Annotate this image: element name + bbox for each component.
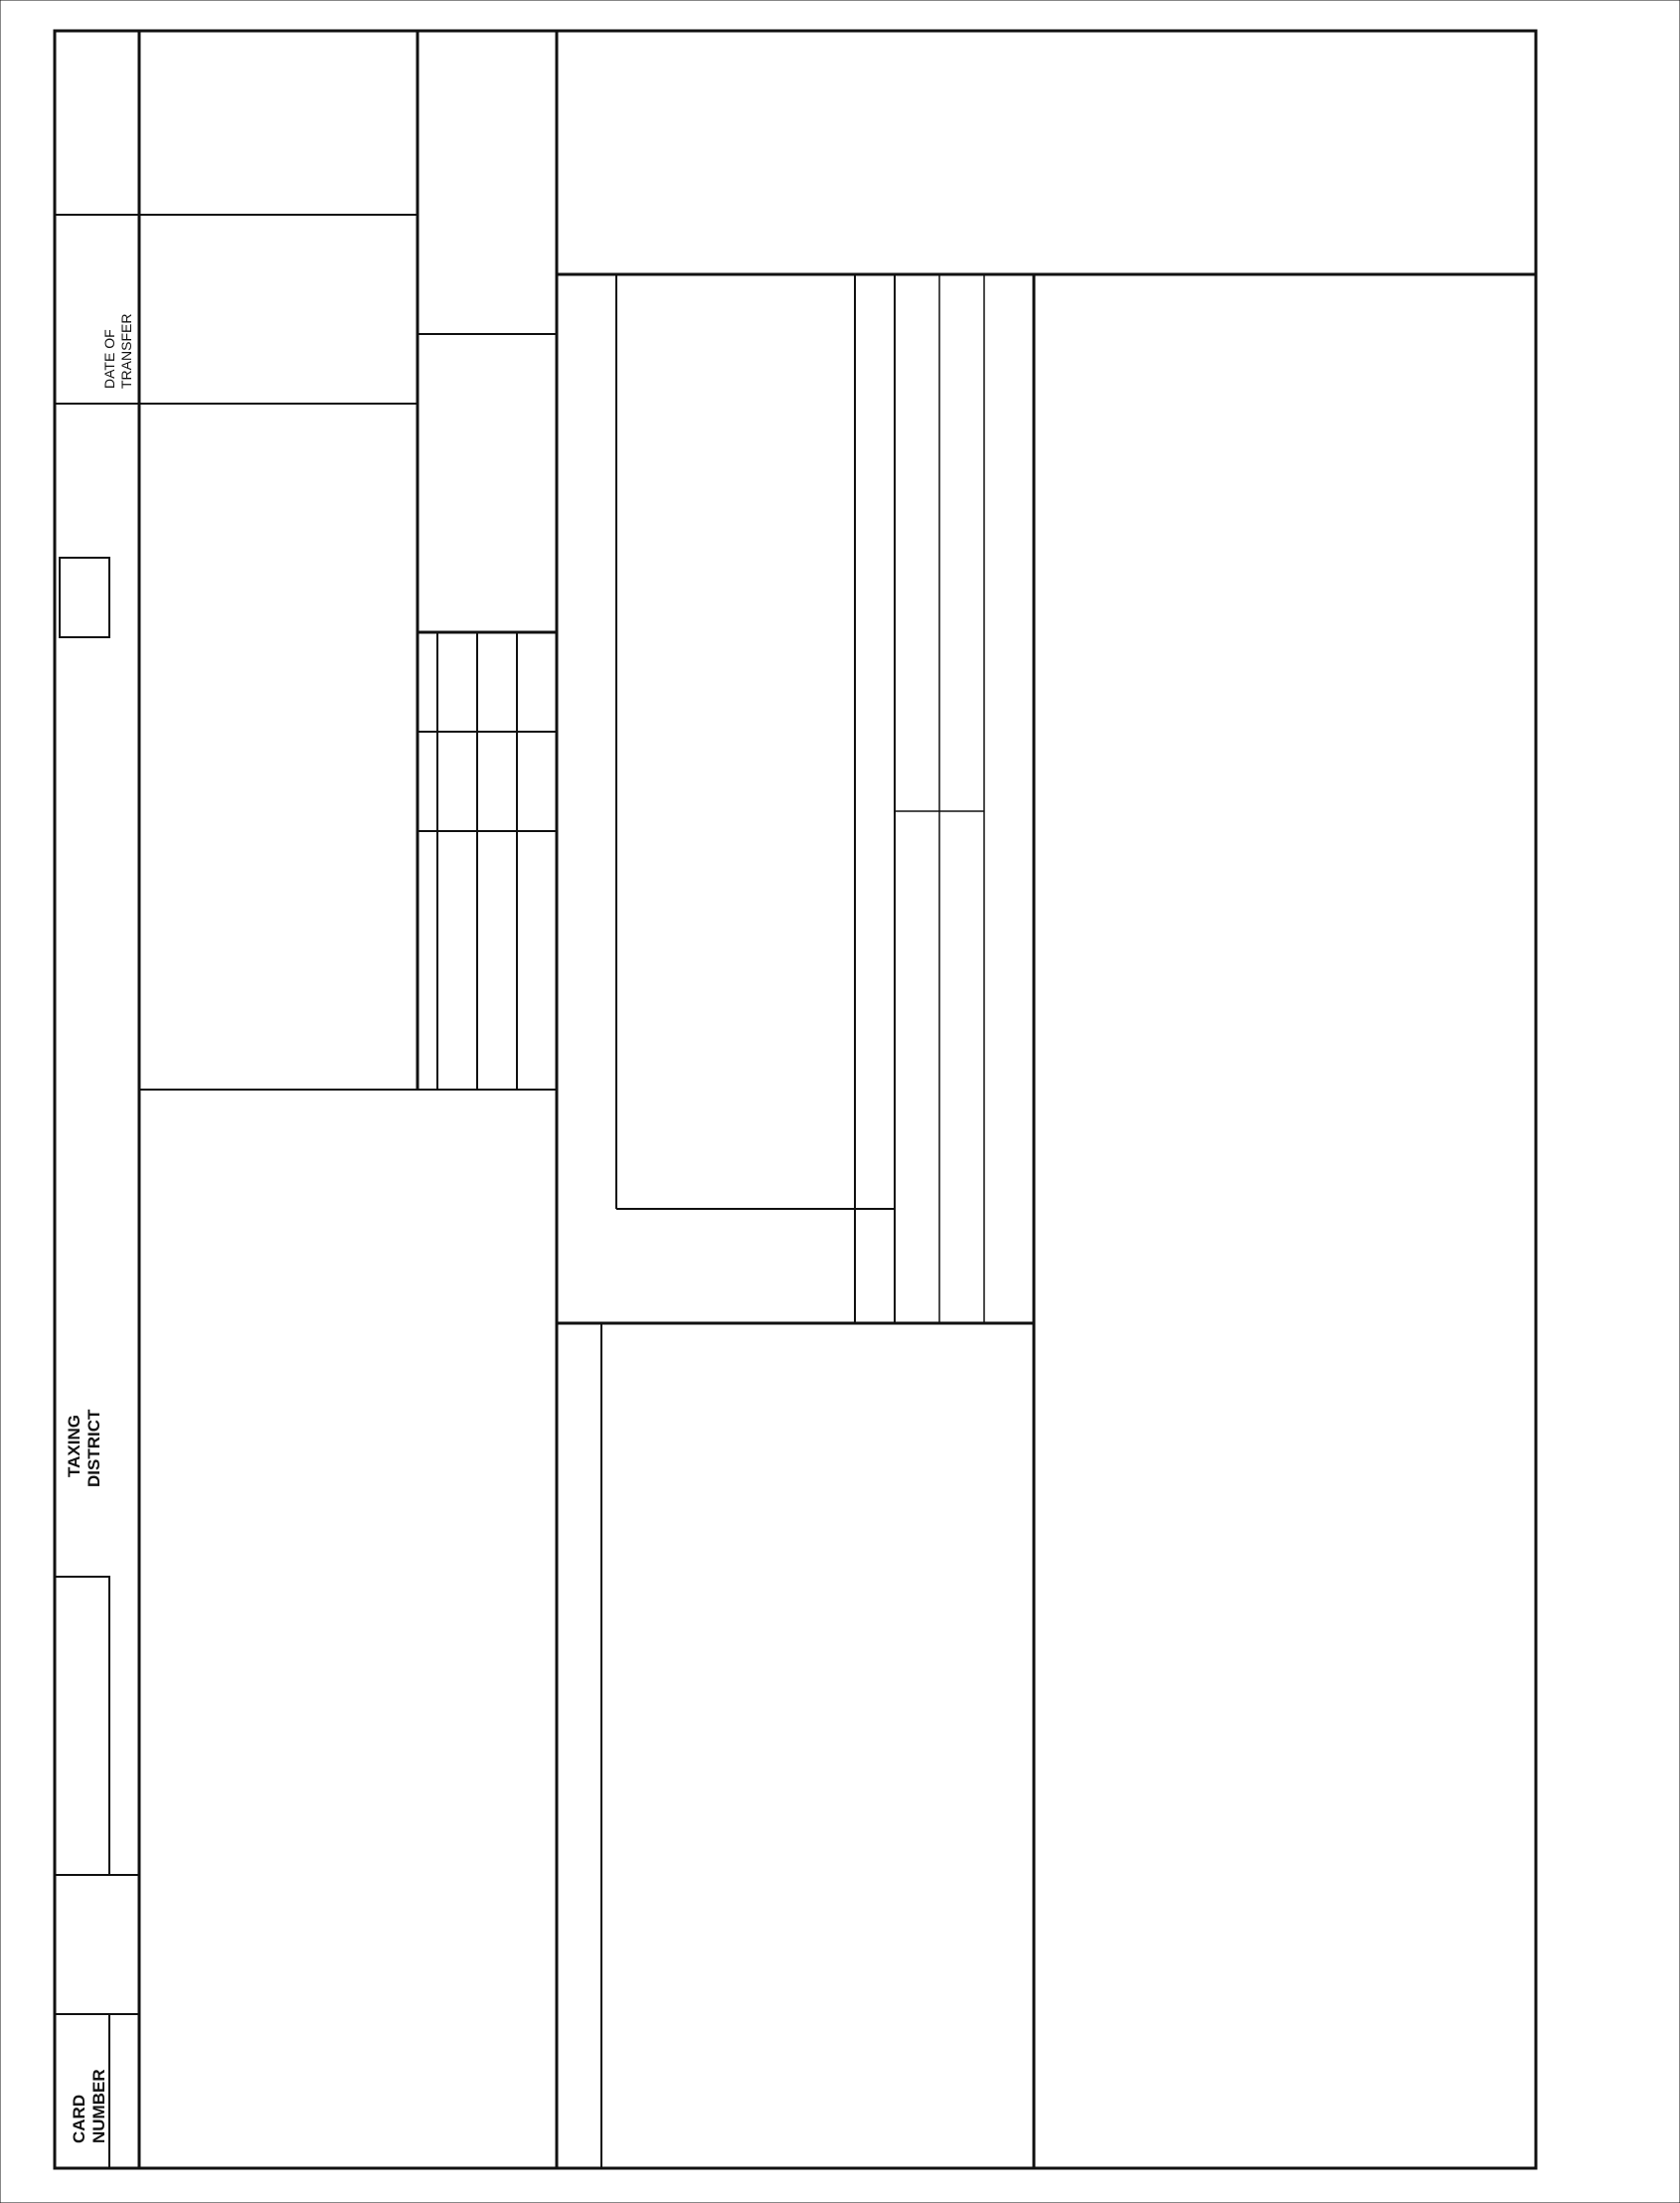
card-number-label: CARD [70, 2094, 88, 2143]
taxing-district-label-2: DISTRICT [84, 1409, 103, 1487]
date-transfer-label-2: TRANSFER [118, 313, 134, 389]
taxing-district-label: TAXING [65, 1415, 84, 1477]
card-number-label-2: NUMBER [89, 2069, 108, 2143]
date-transfer-label: DATE OF [101, 329, 117, 389]
